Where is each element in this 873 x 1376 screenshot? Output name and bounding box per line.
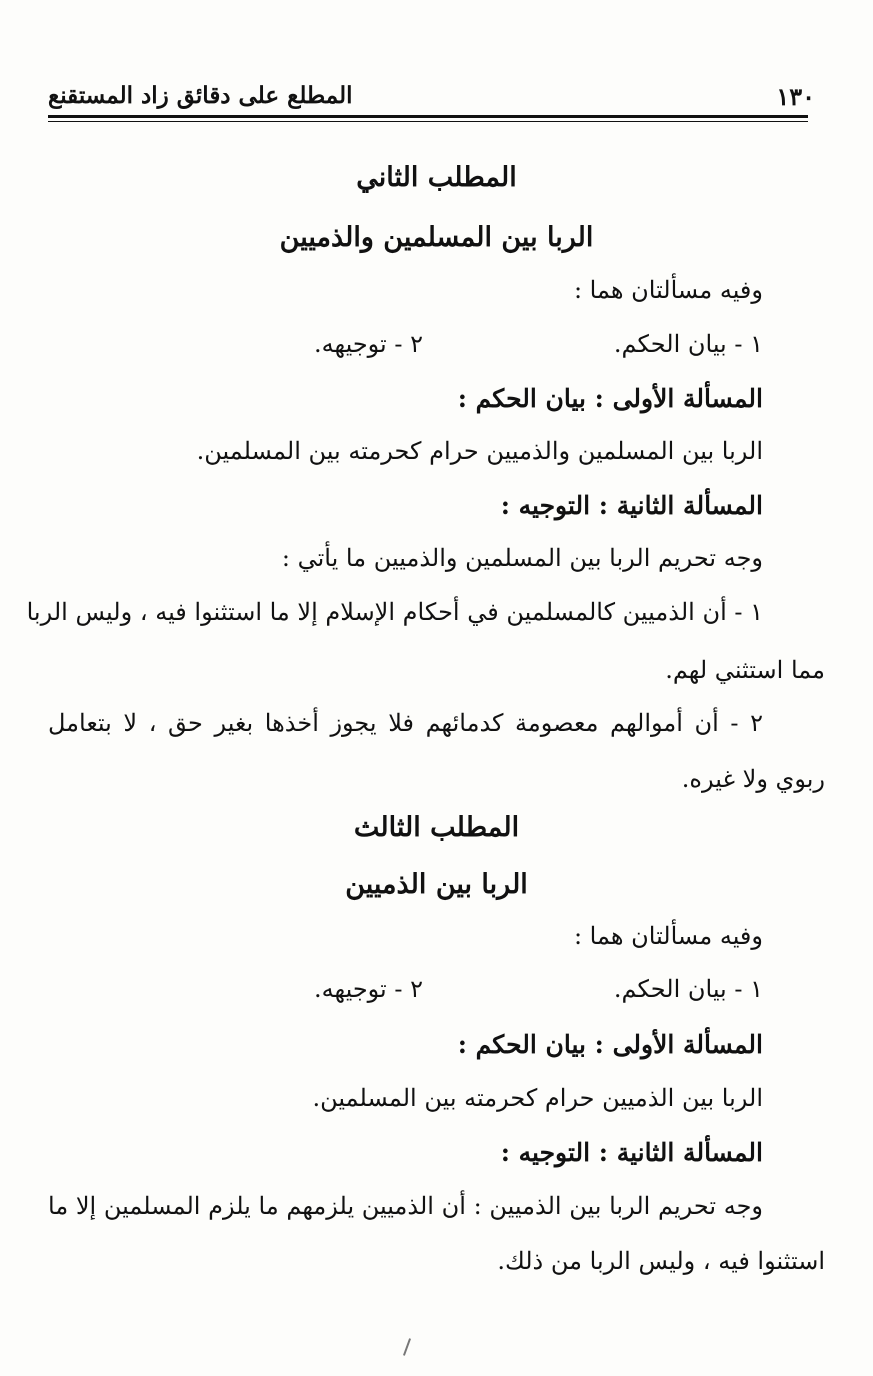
paragraph-line: مما استثني لهم. bbox=[665, 656, 825, 684]
intro-text: وفيه مسألتان هما : bbox=[573, 922, 763, 950]
paragraph: الربا بين المسلمين والذميين حرام كحرمته بين المسلمين. bbox=[196, 437, 763, 465]
paragraph-line: وجه تحريم الربا بين الذميين : أن الذميين يلزمهم ما يلزم المسلمين إلا ما bbox=[48, 1192, 764, 1220]
topic-item: ٢ - توجيهه. bbox=[314, 975, 423, 1003]
section-title: المطلب الثاني bbox=[356, 162, 517, 193]
question-heading: المسألة الأولى : بيان الحكم : bbox=[457, 1030, 763, 1059]
topic-item: ١ - بيان الحكم. bbox=[613, 975, 763, 1003]
scan-mark bbox=[403, 1338, 411, 1356]
paragraph-line: ٢ - أن أموالهم معصومة كدمائهم فلا يجوز أخذها بغير حق ، لا بتعامل bbox=[48, 709, 763, 737]
topics-list bbox=[314, 330, 763, 358]
book-title: المطلع على دقائق زاد المستقنع bbox=[48, 82, 353, 109]
header-rule-thin bbox=[48, 121, 808, 122]
question-heading: المسألة الثانية : التوجيه : bbox=[500, 491, 763, 520]
paragraph-line: استثنوا فيه ، وليس الربا من ذلك. bbox=[497, 1247, 825, 1275]
running-header bbox=[40, 80, 833, 114]
topic-item: ٢ - توجيهه. bbox=[314, 330, 423, 358]
header-rule-thick bbox=[48, 115, 808, 118]
question-heading: المسألة الثانية : التوجيه : bbox=[500, 1138, 763, 1167]
section-subtitle: الربا بين المسلمين والذميين bbox=[279, 222, 594, 253]
page-number: ١٣٠ bbox=[776, 82, 815, 111]
paragraph: الربا بين الذميين حرام كحرمته بين المسلمين. bbox=[312, 1084, 763, 1112]
paragraph-line: ربوي ولا غيره. bbox=[681, 765, 825, 793]
section-subtitle: الربا بين الذميين bbox=[345, 869, 528, 900]
topic-item: ١ - بيان الحكم. bbox=[613, 330, 763, 358]
paragraph-line: ١ - أن الذميين كالمسلمين في أحكام الإسلام إلا ما استثنوا فيه ، وليس الربا bbox=[26, 598, 763, 626]
intro-text: وفيه مسألتان هما : bbox=[573, 276, 763, 304]
topics-list bbox=[314, 975, 763, 1003]
section-title: المطلب الثالث bbox=[353, 812, 520, 843]
question-heading: المسألة الأولى : بيان الحكم : bbox=[457, 384, 763, 413]
paragraph: وجه تحريم الربا بين المسلمين والذميين ما يأتي : bbox=[281, 544, 763, 572]
